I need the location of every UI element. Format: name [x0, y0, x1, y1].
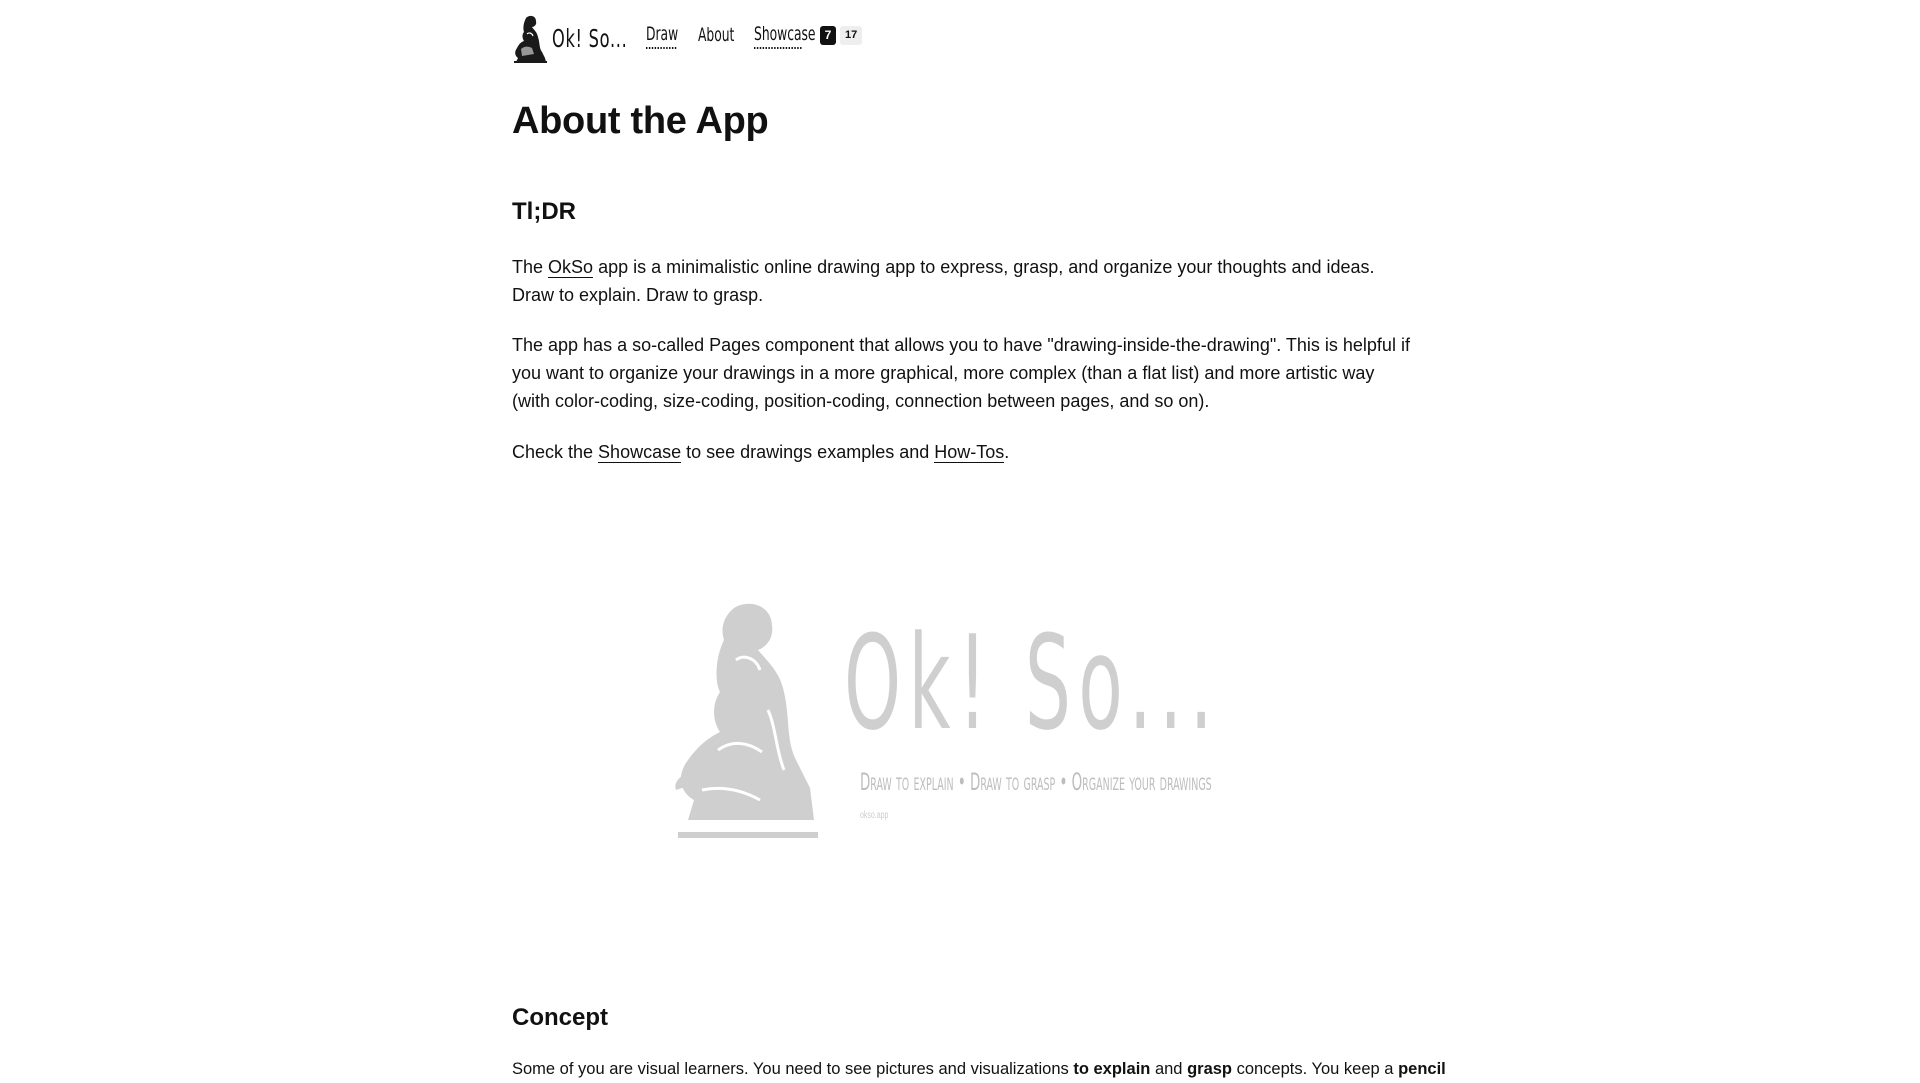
- tldr-heading: Tl;DR: [512, 198, 576, 225]
- nav-draw-link[interactable]: Draw: [646, 22, 676, 49]
- header: [512, 12, 1412, 64]
- tldr-paragraph-3: [512, 438, 1412, 466]
- nav-showcase-link[interactable]: Showcase: [754, 22, 802, 49]
- bold-text: pencil: [1398, 1060, 1446, 1078]
- thinker-statue-icon: [672, 600, 822, 840]
- showcase-count-badge: 17: [840, 26, 862, 45]
- app-banner-image: [672, 600, 1292, 840]
- concept-heading: Concept: [512, 1004, 608, 1031]
- logo-text: Ok! So...: [552, 23, 628, 53]
- tldr-paragraph-1: [512, 253, 1412, 309]
- banner-title: Ok! So...: [844, 607, 1221, 759]
- concept-paragraph-1: [512, 1055, 1446, 1083]
- text: and: [1150, 1060, 1188, 1078]
- okso-link[interactable]: OkSo: [548, 257, 594, 277]
- banner-subtitle: Draw to explain • Draw to grasp • Organize your drawings: [860, 768, 1212, 796]
- main-nav: [646, 22, 862, 49]
- nav-about-link[interactable]: About: [698, 24, 735, 46]
- text: Some of you are visual learners. You need to see pictures and visualizations: [512, 1060, 1074, 1078]
- showcase-link[interactable]: Showcase: [598, 442, 682, 462]
- nav-item-showcase: [754, 22, 820, 49]
- showcase-badge: 7: [820, 26, 836, 45]
- bold-text: to explain: [1073, 1060, 1151, 1078]
- how-tos-link[interactable]: How-Tos: [934, 442, 1005, 462]
- text: The: [512, 257, 549, 277]
- text: app is a minimalistic online drawing app to express, grasp, and organize your thoughts and ideas. Draw to explain. Draw to grasp.: [512, 257, 1375, 305]
- text: to see drawings examples and: [681, 442, 935, 462]
- thinker-logo-icon: [512, 12, 548, 64]
- text: Check the: [512, 442, 599, 462]
- logo-link[interactable]: [512, 12, 657, 64]
- page-title: About the App: [512, 100, 769, 142]
- nav-item-about: [698, 23, 754, 48]
- tldr-paragraph-2: The app has a so-called Pages component that allows you to have "drawing-inside-the-drawing". This is helpful if you want to organize your drawings in a more graphical, more complex (than a flat list) and more artistic way (with color-coding, size-coding, position-coding, connection between pages, and so on).: [512, 335, 1410, 411]
- nav-item-draw: [646, 22, 698, 49]
- text: .: [1004, 442, 1010, 462]
- bold-text: grasp: [1187, 1060, 1232, 1078]
- text: concepts. You keep a: [1232, 1060, 1399, 1078]
- banner-url: okso.app: [860, 810, 889, 821]
